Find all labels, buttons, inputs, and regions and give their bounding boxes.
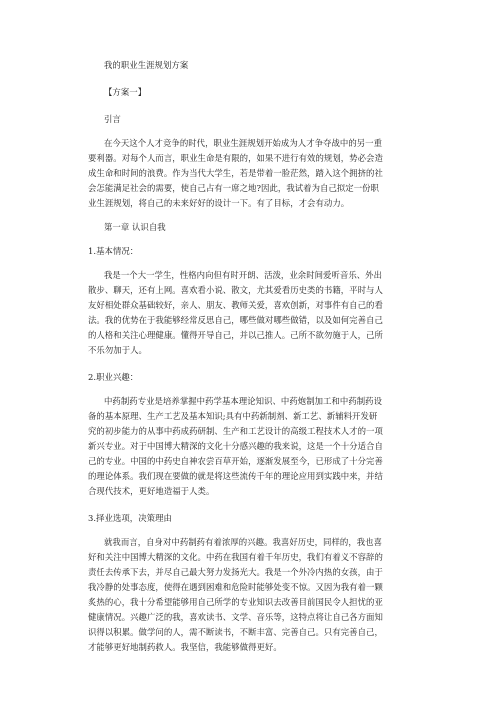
section-paragraph xyxy=(88,268,410,358)
paragraph-line: 识得以积累。做学问的人，需不断读书，不断丰富、完善自己。只有完善自己， xyxy=(88,627,383,637)
paragraph-line: 我是一个大一学生，性格内向但有时开朗、活泼，业余时间爱听音乐、外出 xyxy=(104,270,383,280)
paragraph-line: 好和关注中国博大精深的文化。中药在我国有着千年历史，我们有着义不容辞的 xyxy=(88,552,383,562)
paragraph-line: 要利器。对每个人而言，职业生命是有限的，如果不进行有效的规划，势必会造 xyxy=(88,153,383,163)
paragraph-line: 就我而言，自身对中药制药有着浓厚的兴趣。我喜好历史，同样的，我也喜 xyxy=(104,537,383,547)
paragraph-line: 的理论体系。我们现在要做的就是将这些流传千年的理论应用到实践中来，并结 xyxy=(88,471,383,481)
paragraph-line: 散步、聊天，还有上网。喜欢看小说、散文，尤其爱看历史类的书籍，平时与人 xyxy=(88,285,383,295)
paragraph-line: 会怎能满足社会的需要，使自己占有一席之地?因此，我试着为自己拟定一份职 xyxy=(88,183,379,193)
paragraph-line: 究的初步能力的从事中药成药研制、生产和工艺设计的高级工程技术人才的一项 xyxy=(88,426,383,436)
section-heading: 1.基本情况： xyxy=(88,246,139,256)
paragraph-line: 合现代技术，更好地造福于人类。 xyxy=(88,486,215,496)
paragraph-line: 法。我的优势在于我能够经常反思自己，哪些做对哪些做错，以及如何完善自己 xyxy=(88,315,383,325)
paragraph-line: 备的基本原理、生产工艺及基本知识;具有中药新制剂、新工艺、新辅料开发研 xyxy=(88,411,378,421)
intro-heading: 引言 xyxy=(104,114,121,124)
section-label: 【方案一】 xyxy=(104,87,147,97)
paragraph-line: 我冷静的处事态度，使得在遇到困难和危险时能够处变不惊。又因为我有着一颗 xyxy=(88,582,383,592)
paragraph-line: 责任去传承下去，并尽自己最大努力发扬光大。我是一个外冷内热的女孩，由于 xyxy=(88,567,383,577)
paragraph-line: 业生涯规划，将自己的未来好好的设计一下。有了目标，才会有动力。 xyxy=(88,198,350,208)
section-paragraph xyxy=(88,394,410,499)
paragraph-line: 成生命和时间的浪费。作为当代大学生，若是带着一脸茫然，踏入这个拥挤的社 xyxy=(88,168,383,178)
paragraph-line: 友好相处群众基础较好，亲人、朋友、教师关爱，喜欢创新，对事件有自己的看 xyxy=(88,300,383,310)
chapter-heading: 第一章 认识自我 xyxy=(104,222,166,232)
paragraph-line: 健康情况。兴趣广泛的我，喜欢读书、文学、音乐等，这特点将让自己各方面知 xyxy=(88,612,383,622)
paragraph-line: 在今天这个人才竞争的时代，职业生涯规划开始成为人才争夺战中的另一重 xyxy=(104,138,383,148)
intro-paragraph xyxy=(88,136,410,211)
paragraph-line: 炙热的心，我十分希望能够用自己所学的专业知识去改善目前国民令人担忧的亚 xyxy=(88,597,383,607)
paragraph-line: 己的专业。中国的中药史自神农尝百草开始，逐渐发展至今，已形成了十分完善 xyxy=(88,456,383,466)
paragraph-line: 的人格和关注心理健康。懂得开导自己，并以己推人。己所不欲勿施于人，己所 xyxy=(88,330,383,340)
paragraph-line: 新兴专业。对于中国博大精深的文化十分感兴趣的我来说，这是一个十分适合自 xyxy=(88,441,383,451)
paragraph-line: 中药制药专业是培养掌握中药学基本理论知识、中药炮制加工和中药制药设 xyxy=(104,396,383,406)
section-heading: 2.职业兴趣： xyxy=(88,372,139,382)
paragraph-line: 不乐勿加于人。 xyxy=(88,345,147,355)
section-paragraph xyxy=(88,535,410,655)
document-title: 我的职业生涯规划方案 xyxy=(104,60,189,70)
section-heading: 3.择业选项，决策理由 xyxy=(88,513,172,523)
paragraph-line: 才能够更好地制药救人。我坚信，我能够做得更好。 xyxy=(88,642,282,652)
document-body xyxy=(88,58,410,655)
